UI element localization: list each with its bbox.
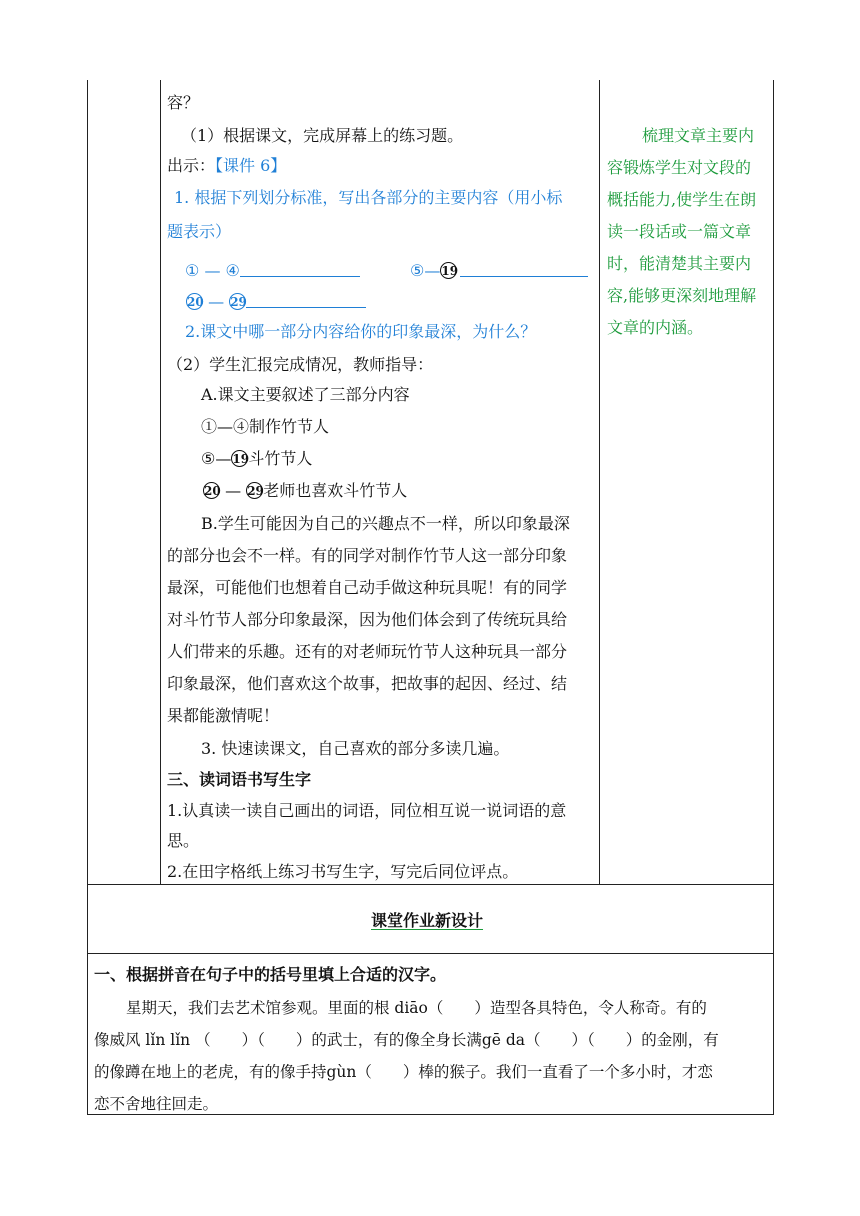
note-line: 容,能够更深刻地理解 [607,286,757,305]
text-line: 容？ [167,93,200,112]
part-label: 老师也喜欢斗竹节人 [263,481,408,500]
note-line: 概括能力,使学生在朗 [607,190,757,209]
answer-blank [460,259,588,277]
step-1: （1）根据课文，完成屏幕上的练习题。 [181,126,464,145]
question-2: 2.课文中哪一部分内容给你的印象最深，为什么？ [185,322,537,341]
circled-number: 29 [230,295,247,309]
table-border-right [773,80,774,1115]
note-line: 容锻炼学生对文段的 [607,158,752,177]
section-item: 2.在田字格纸上练习书写生字，写完后同位评点。 [167,862,519,881]
circled-number: ④ [225,261,240,280]
note-line: 读一段话或一篇文章 [607,222,752,241]
step-3: 3. 快速读课文，自己喜欢的部分多读几遍。 [201,739,510,758]
part-2 [201,449,312,469]
part-label: 斗竹节人 [248,449,313,468]
note-line: 梳理文章主要内 [642,126,755,145]
column-divider-2 [599,80,600,884]
note-line: 文章的内涵。 [607,318,704,337]
row-divider-2 [87,953,774,954]
step-2: （2）学生汇报完成情况，教师指导： [167,355,434,374]
answer-b-line: 果都能激情呢！ [167,706,280,725]
section-item-cont: 思。 [167,831,200,850]
dash: — [225,481,242,500]
circled-number: 19 [232,452,250,466]
circled-number: 19 [441,264,459,278]
range-start: ⑤— [201,449,232,468]
section-item: 1.认真读一读自己画出的词语，同位相互说一说词语的意 [167,801,567,820]
column-divider-1 [160,80,161,884]
section-title: 三、读词语书写生字 [167,770,312,789]
dash: — [208,292,225,311]
answer-b-line: 的部分也会不一样。有的同学对制作竹节人这一部分印象 [167,546,568,565]
answer-blank [246,290,366,308]
table-border-bottom [87,1114,774,1115]
note-line: 时，能清楚其主要内 [607,254,752,273]
paragraph-line: 恋不舍地往回走。 [94,1095,219,1113]
question-title: 一、根据拼音在句子中的括号里填上合适的汉字。 [94,965,447,984]
row-divider-1 [87,884,774,885]
part-3 [203,481,407,501]
homework-title: 课堂作业新设计 [371,911,484,930]
answer-a: A.课文主要叙述了三部分内容 [201,385,410,404]
paragraph-line: 星期天，我们去艺术馆参观。里面的根 diāo（ ）造型各具特色，令人称奇。有的 [126,999,707,1017]
answer-blank [240,259,360,277]
circled-number: ① [185,261,200,280]
circled-number: 20 [204,484,221,498]
answer-b-line: 对斗竹节人部分印象最深，因为他们体会到了传统玩具给 [167,610,568,629]
circled-number: 29 [247,484,264,498]
question-1: 1. 根据下列划分标准，写出各部分的主要内容（用小标 [174,188,563,207]
answer-b-line: 最深，可能他们也想着自己动手做这种玩具呢！有的同学 [167,578,568,597]
answer-b-line: B.学生可能因为自己的兴趣点不一样，所以印象最深 [201,514,570,533]
paragraph-line: 像威风 lǐn lǐn （ ）（ ）的武士，有的像全身长满gē da（ ）（ ）的金刚，有 [94,1031,719,1049]
courseware-tag: 【课件 6】 [215,156,287,175]
table-border-left [87,80,88,1115]
blank-row-3 [186,290,366,312]
answer-b-line: 人们带来的乐趣。还有的对老师玩竹节人这种玩具一部分 [167,642,568,661]
part-1: ①—④制作竹节人 [201,417,330,436]
show-line [167,156,286,176]
range-start: ⑤— [410,261,441,280]
blank-row-1 [185,259,360,281]
show-prefix: 出示： [167,156,216,175]
answer-b-line: 印象最深，他们喜欢这个故事，把故事的起因、经过、结 [167,674,568,693]
question-1-cont: 题表示） [167,222,232,241]
circled-number: 20 [187,295,204,309]
blank-row-2 [410,259,588,281]
dash: — [204,261,221,280]
paragraph-line: 的像蹲在地上的老虎，有的像手持gùn（ ）棒的猴子。我们一直看了一个多小时，才恋 [94,1063,713,1081]
